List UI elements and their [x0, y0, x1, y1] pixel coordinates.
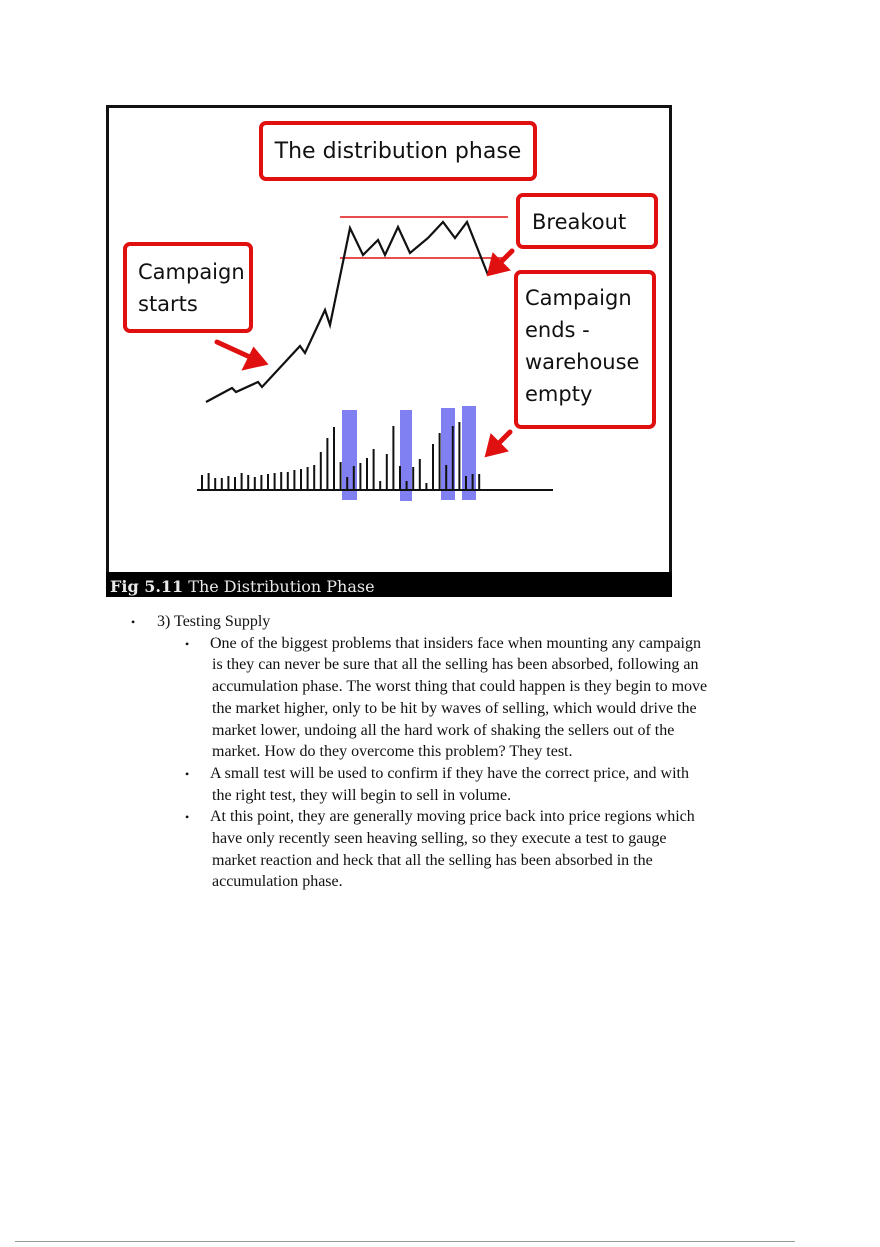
list-item-line: market lower, undoing all the hard work of shaking the sellers out of the	[212, 721, 675, 739]
campaign-ends-label-1: Campaign	[525, 286, 632, 310]
list-item-line: accumulation phase.	[212, 873, 343, 891]
caption-text: The Distribution Phase	[188, 577, 375, 596]
caption-prefix: Fig 5.11	[110, 577, 184, 596]
campaign-ends-label-4: empty	[525, 382, 593, 406]
campaign-starts-label-2: starts	[138, 292, 198, 316]
list-item-line: the market higher, only to be hit by waves of selling, which would drive the	[212, 699, 697, 717]
distribution-phase-figure	[106, 105, 672, 597]
list-item-line: accumulation phase. The worst thing that could happen is they begin to move	[212, 678, 708, 696]
list-item-line: is they can never be sure that all the selling has been absorbed, following an	[212, 656, 699, 674]
campaign-ends-label-3: warehouse	[525, 350, 640, 374]
bullet-icon: •	[185, 766, 190, 781]
list-item-line: the right test, they will begin to sell in volume.	[212, 786, 512, 804]
list-item-line: A small test will be used to confirm if they have the correct price, and with	[210, 764, 689, 782]
footer-divider	[15, 1241, 795, 1242]
breakout-label: Breakout	[532, 210, 627, 234]
volume-highlight	[462, 406, 476, 500]
bullet-icon: •	[185, 636, 190, 651]
figure-title-label: The distribution phase	[274, 139, 522, 164]
section-heading: 3) Testing Supply	[157, 613, 271, 630]
list-item-line: have only recently seen heaving selling, so they execute a test to gauge	[212, 830, 667, 847]
list-item-line: market reaction and heck that all the selling has been absorbed in the	[212, 851, 653, 869]
list-item-line: At this point, they are generally moving price back into price regions which	[210, 808, 695, 826]
bullet-icon: •	[185, 810, 190, 825]
figure-caption	[110, 577, 375, 596]
campaign-ends-label-2: ends -	[525, 318, 590, 342]
campaign-starts-label-1: Campaign	[138, 260, 245, 284]
bullet-icon: •	[131, 615, 136, 629]
list-item-line: One of the biggest problems that insiders face when mounting any campaign	[210, 634, 701, 652]
campaign-starts-box	[125, 244, 251, 331]
list-item-line: market. How do they overcome this problem? They test.	[212, 743, 573, 761]
